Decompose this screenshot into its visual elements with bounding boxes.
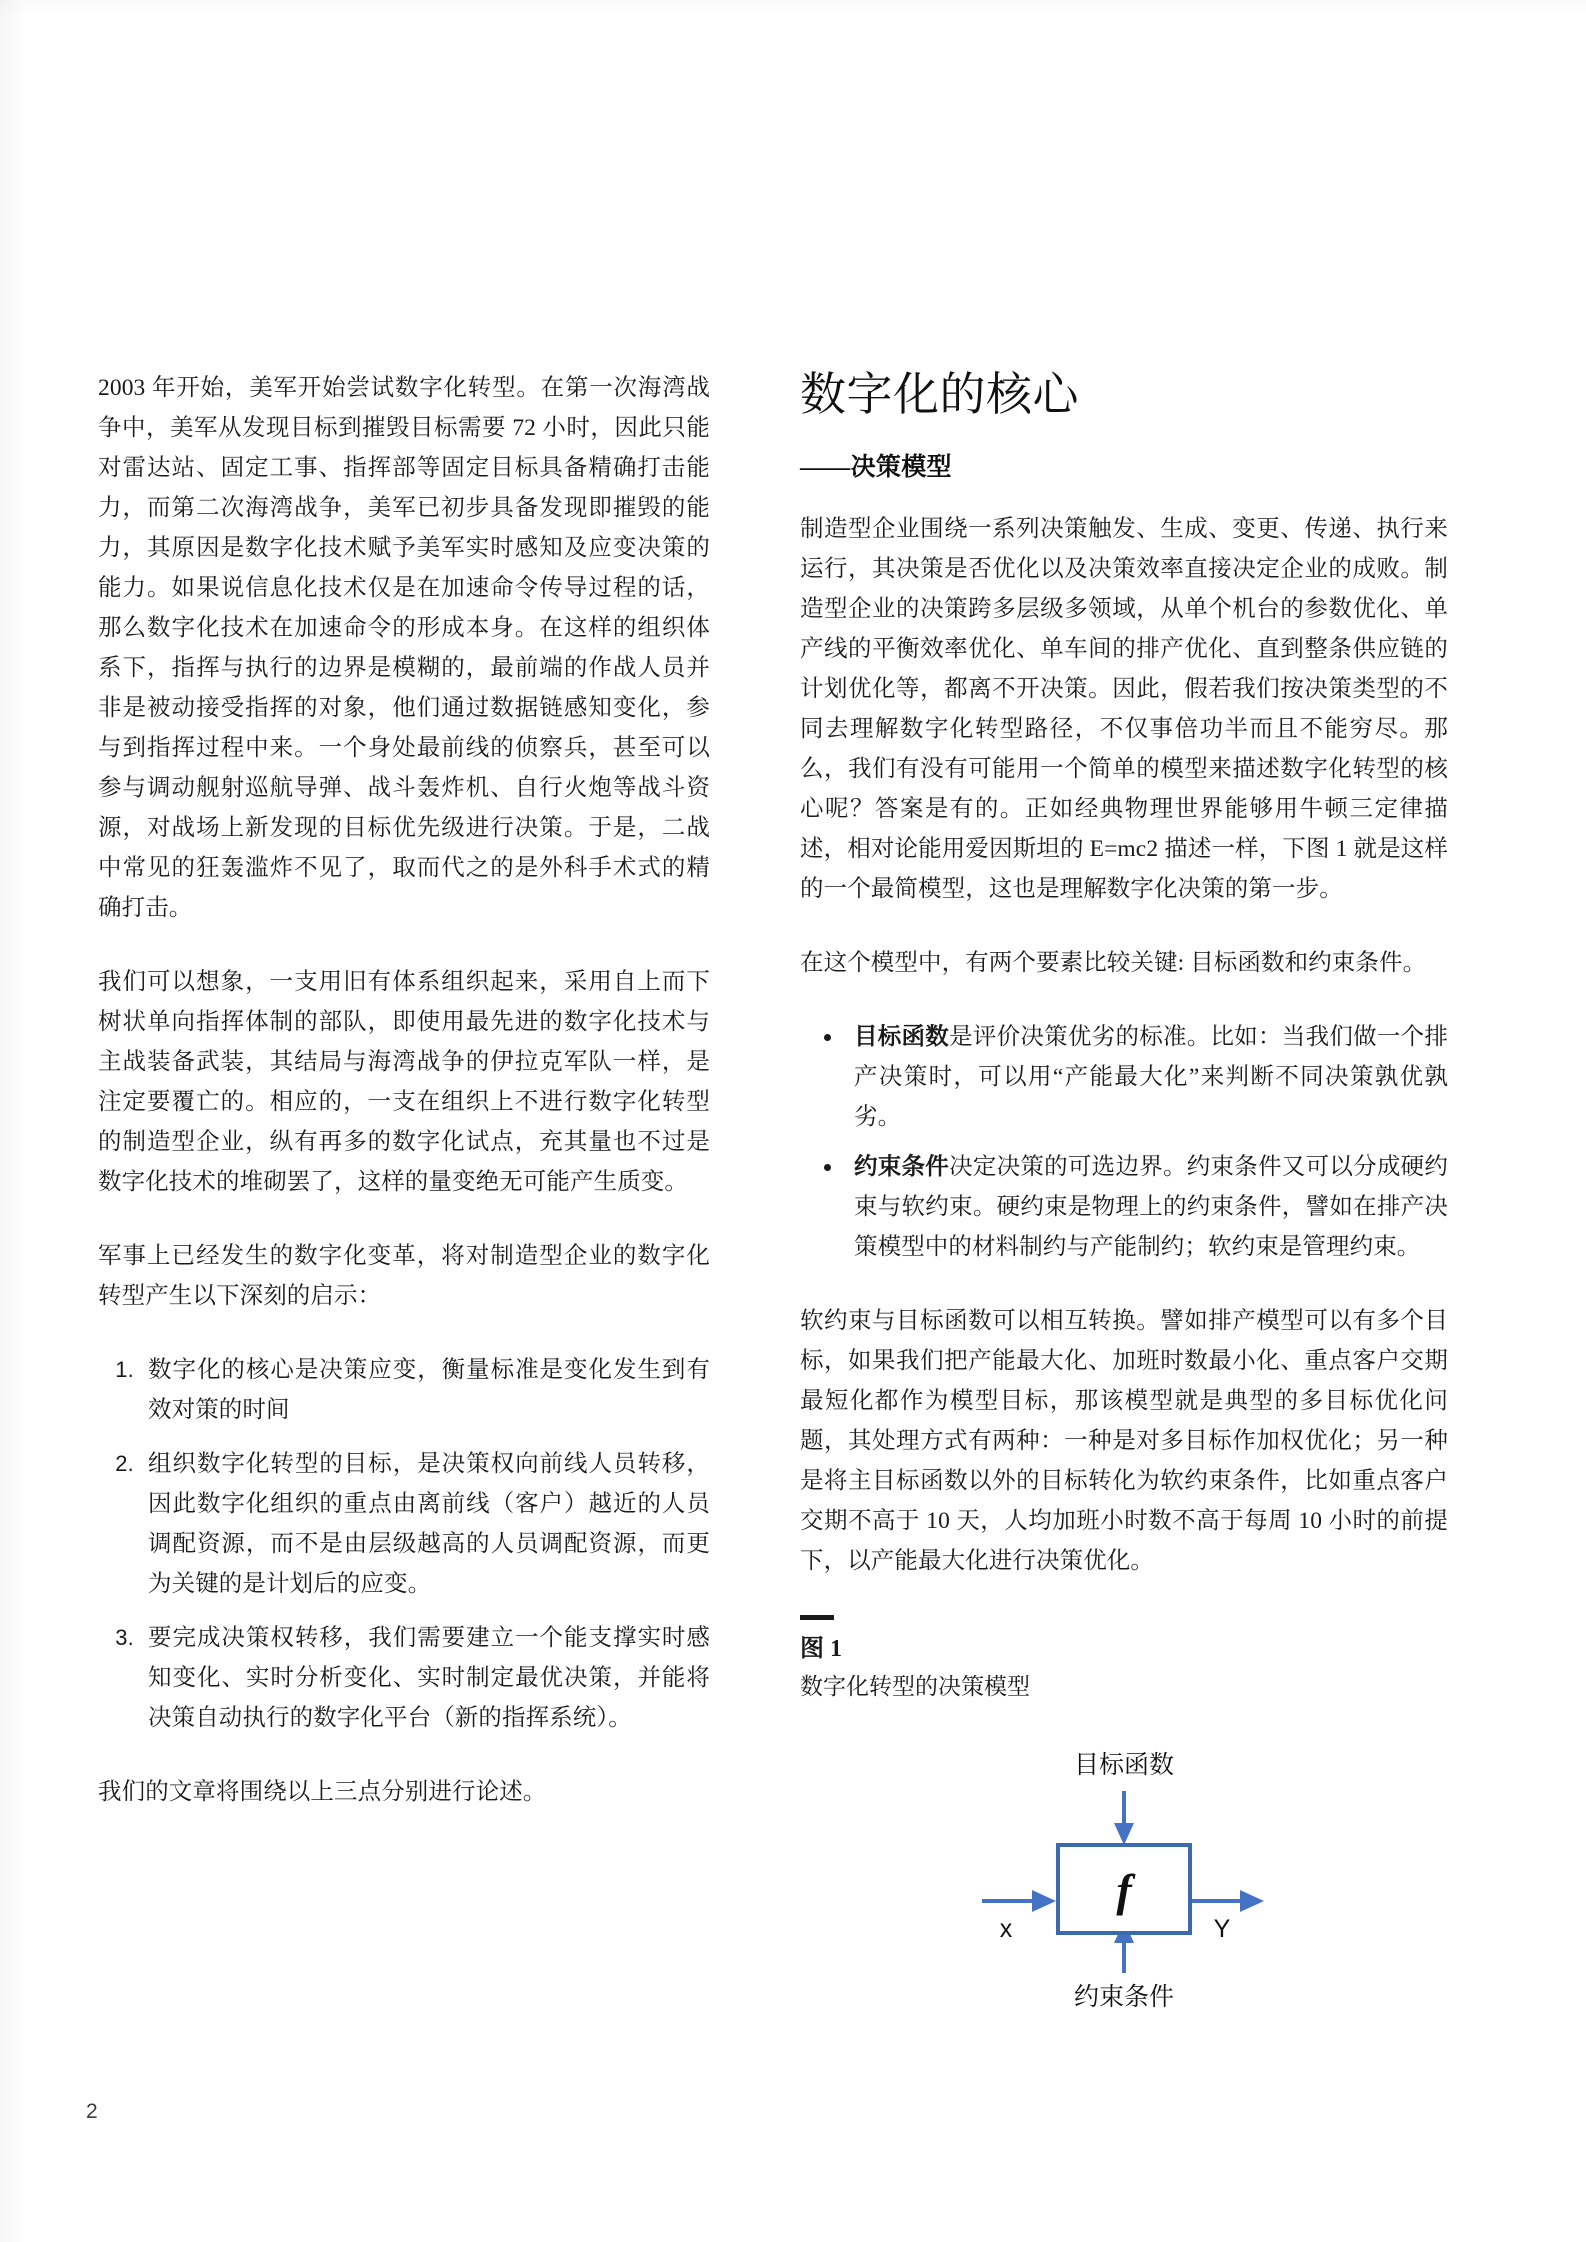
- paper-edge-shading-top: [0, 0, 1586, 18]
- paragraph-military-digital: 2003 年开始，美军开始尝试数字化转型。在第一次海湾战争中，美军从发现目标到摧毁目标需要 72 小时，因此只能对雷达站、固定工事、指挥部等固定目标具备精确打击能力，而第二次海湾战争，美军已初步具备发现即摧毁的能力，其原因是数字化技术赋予美军实时感知及应变决策的能力。如果说信息化技术仅是在加速命令传导过程的话，那么数字化技术在加速命令的形成本身。在这样的组织体系下，指挥与执行的边界是模糊的，最前端的作战人员并非是被动接受指挥的对象，他们通过数据链感知变化，参与到指挥过程中来。一个身处最前线的侦察兵，甚至可以参与调动舰射巡航导弹、战斗轰炸机、自行火炮等战斗资源，对战场上新发现的目标优先级进行决策。于是，二战中常见的狂轰滥炸不见了，取而代之的是外科手术式的精确打击。: [98, 375, 710, 921]
- two-column-layout: [98, 368, 1450, 2023]
- figure-image-wrap: [800, 1743, 1448, 2023]
- bullet-body-text: 决定决策的可选边界。约束条件又可以分成硬约束与软约束。硬约束是物理上的约束条件，譬如在排产决策模型中的材料制约与产能制约；软约束是管理约束。: [854, 1153, 1448, 1260]
- list-item: 1. 数字化的核心是决策应变，衡量标准是变化发生到有效对策的时间: [140, 1350, 710, 1430]
- diagram-output-label: Y: [1213, 1915, 1231, 1944]
- input-arrow-icon: [982, 1890, 1056, 1912]
- page-number: 2: [86, 2100, 98, 2123]
- list-item: [840, 1017, 1448, 1137]
- paragraph-lessons-intro: 军事上已经发生的数字化变革，将对制造型企业的数字化转型产生以下深刻的启示：: [98, 1243, 710, 1309]
- figure-caption: 数字化转型的决策模型: [800, 1674, 1030, 1700]
- paragraph-soft-constraints: 软约束与目标函数可以相互转换。譬如排产模型可以有多个目标，如果我们把产能最大化、加班时数最小化、重点客户交期最短化都作为模型目标，那该模型就是典型的多目标优化问题，其处理方式有两种：一种是对多目标作加权优化；另一种是将主目标函数以外的目标转化为软约束条件，比如重点客户交期不高于 10 天，人均加班小时数不高于每周 10 小时的前提下，以产能最大化进行决策优化。: [800, 1307, 1448, 1574]
- objective-function-arrow-icon: [1114, 1791, 1134, 1845]
- diagram-input-label: x: [999, 1915, 1013, 1944]
- decision-model-diagram: [924, 1743, 1324, 2023]
- paragraph-imagine-army: 我们可以想象，一支用旧有体系组织起来，采用自上而下树状单向指挥体制的部队，即使用最先进的数字化技术与主战装备武装，其结局与海湾战争的伊拉克军队一样，是注定要覆亡的。相应的，一支在组织上不进行数字化转型的制造型企业，纵有再多的数字化试点，充其量也不过是数字化技术的堆砌罢了，这样的量变绝无可能产生质变。: [98, 969, 710, 1195]
- paragraph-decision-model-intro: 制造型企业围绕一系列决策触发、生成、变更、传递、执行来运行，其决策是否优化以及决策效率直接决定企业的成败。制造型企业的决策跨多层级多领域，从单个机台的参数优化、单产线的平衡效率优化、单车间的排产优化、直到整条供应链的计划优化等，都离不开决策。因此，假若我们按决策类型的不同去理解数字化转型路径，不仅事倍功半而且不能穷尽。那么，我们有没有可能用一个简单的模型来描述数字化转型的核心呢？答案是有的。正如经典物理世界能够用牛顿三定律描述，相对论能用爱因斯坦的 E=mc2 描述一样，下图 1 就是这样的一个最简模型，这也是理解数字化决策的第一步。: [800, 515, 1448, 902]
- left-column: [98, 368, 710, 2023]
- list-item: 3. 要完成决策权转移，我们需要建立一个能支撑实时感知变化、实时分析变化、实时制定最优决策，并能将决策自动执行的数字化平台（新的指挥系统）。: [140, 1618, 710, 1738]
- lessons-numbered-list: [98, 1350, 710, 1738]
- diagram-bottom-label: 约束条件: [1073, 1984, 1175, 2012]
- bullet-lead-term: 约束条件: [854, 1153, 950, 1180]
- bullet-body-text: 是评价决策优劣的标准。比如：当我们做一个排产决策时，可以用“产能最大化”来判断不同决策孰优孰劣。: [854, 1023, 1448, 1130]
- list-item: [840, 1147, 1448, 1267]
- paragraph-two-key-elements: 在这个模型中，有两个要素比较关键: 目标函数和约束条件。: [800, 949, 1427, 976]
- function-symbol: f: [1116, 1865, 1132, 1917]
- page-title: 数字化的核心: [800, 367, 1079, 421]
- diagram-top-label: 目标函数: [1073, 1752, 1175, 1780]
- figure-divider-rule: [800, 1615, 834, 1620]
- bullet-lead-term: 目标函数: [854, 1023, 950, 1050]
- key-elements-bullet-list: [800, 1017, 1448, 1267]
- paragraph-closing: 我们的文章将围绕以上三点分别进行论述。: [98, 1779, 547, 1805]
- list-item: 2. 组织数字化转型的目标，是决策权向前线人员转移，因此数字化组织的重点由离前线（客户）越近的人员调配资源，而不是由层级越高的人员调配资源，而更为关键的是计划后的应变。: [140, 1444, 710, 1604]
- right-column: [800, 368, 1448, 2023]
- output-arrow-icon: [1190, 1890, 1264, 1912]
- section-subtitle: ——决策模型: [800, 453, 952, 481]
- figure-label: 图 1: [800, 1635, 842, 1662]
- paper-edge-shading-left: [0, 0, 26, 2242]
